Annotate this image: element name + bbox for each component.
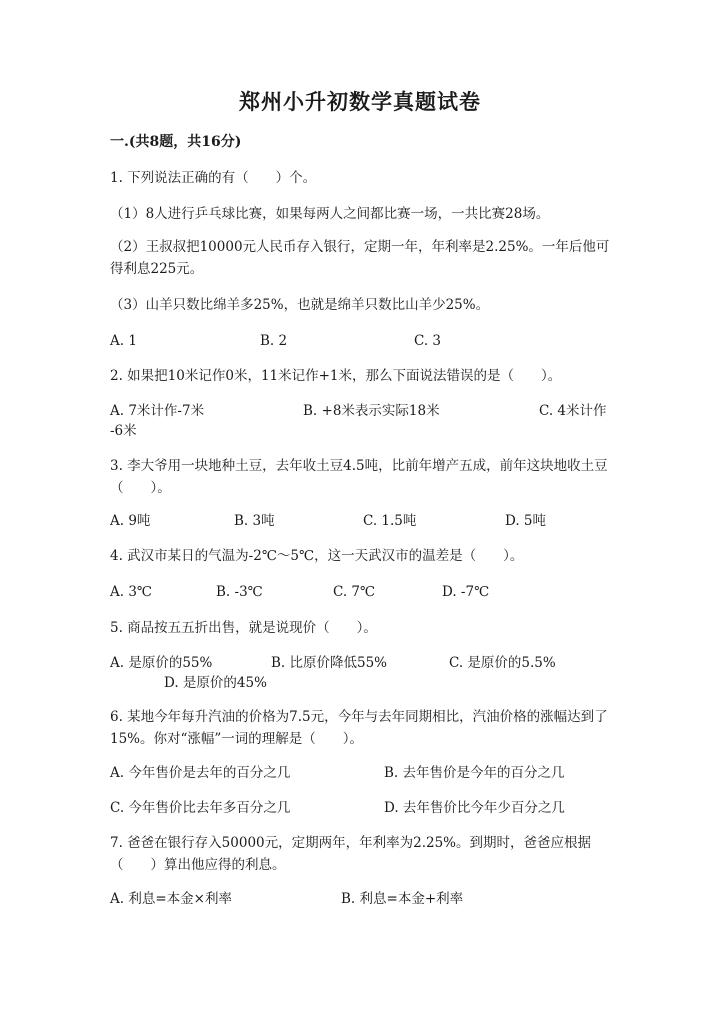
question-7-stem: 7. 爸爸在银行存入50000元，定期两年，年利率为2.25%。到期时，爸爸应根据（ ）算出他应得的利息。: [110, 835, 592, 873]
question-1-option-a: A. 1: [110, 333, 137, 349]
question-2-option-b: B. +8米表示实际18米: [303, 403, 440, 419]
question-6-option-a: A. 今年售价是去年的百分之几: [110, 765, 291, 781]
question-5-option-b: B. 比原价降低55%: [271, 655, 388, 671]
question-3-option-d: D. 5吨: [505, 513, 547, 529]
question-4-option-c: C. 7℃: [333, 584, 376, 600]
question-5-option-a: A. 是原价的55%: [110, 655, 213, 671]
question-4-option-d: D. -7℃: [442, 584, 490, 600]
question-3-option-c: C. 1.5吨: [363, 513, 417, 529]
question-5-stem: 5. 商品按五五折出售，就是说现价（ ）。: [110, 620, 377, 636]
question-7-option-a: A. 利息=本金×利率: [110, 891, 232, 907]
question-6-option-d: D. 去年售价比今年少百分之几: [384, 800, 565, 816]
question-3-option-b: B. 3吨: [234, 513, 275, 529]
question-2-option-a: A. 7米计作-7米: [110, 403, 205, 419]
question-3-stem: 3. 李大爷用一块地种土豆，去年收土豆4.5吨，比前年增产五成，前年这块地收土豆（ ）。: [110, 458, 608, 496]
question-1-option-c: C. 3: [414, 333, 442, 349]
question-1-stem: 1. 下列说法正确的有（ ）个。: [110, 170, 317, 186]
section-heading: 一.(共8题，共16分): [110, 134, 242, 150]
question-6-option-c: C. 今年售价比去年多百分之几: [110, 800, 291, 816]
question-1-option-b: B. 2: [260, 333, 288, 349]
question-6-stem: 6. 某地今年每升汽油的价格为7.5元，今年与去年同期相比，汽油价格的涨幅达到了15%。你对“涨幅”一词的理解是（ ）。: [110, 709, 608, 747]
question-1-statement-1: （1）8人进行乒乓球比赛，如果每两人之间都比赛一场，一共比赛28场。: [110, 206, 550, 222]
question-1-statement-3: （3）山羊只数比绵羊多25%，也就是绵羊只数比山羊少25%。: [110, 297, 490, 313]
question-1-statement-2: （2）王叔叔把10000元人民币存入银行，定期一年，年利率是2.25%。一年后他可得利息225元。: [110, 239, 610, 277]
question-2-option-c: C. 4米计作: [539, 403, 607, 419]
page-title: 郑州小升初数学真题试卷: [239, 89, 481, 114]
question-7-option-b: B. 利息=本金+利率: [341, 891, 464, 907]
question-2-option-c-continued: -6米: [110, 423, 137, 439]
question-3-option-a: A. 9吨: [110, 513, 151, 529]
question-2-stem: 2. 如果把10米记作0米，11米记作+1米，那么下面说法错误的是（ ）。: [110, 368, 562, 384]
question-6-option-b: B. 去年售价是今年的百分之几: [384, 765, 565, 781]
question-5-option-d: D. 是原价的45%: [164, 675, 267, 691]
question-5-option-c: C. 是原价的5.5%: [449, 655, 556, 671]
question-4-option-b: B. -3℃: [216, 584, 263, 600]
question-4-option-a: A. 3℃: [110, 584, 153, 600]
question-4-stem: 4. 武汉市某日的气温为-2℃～5℃，这一天武汉市的温差是（ ）。: [110, 548, 524, 564]
